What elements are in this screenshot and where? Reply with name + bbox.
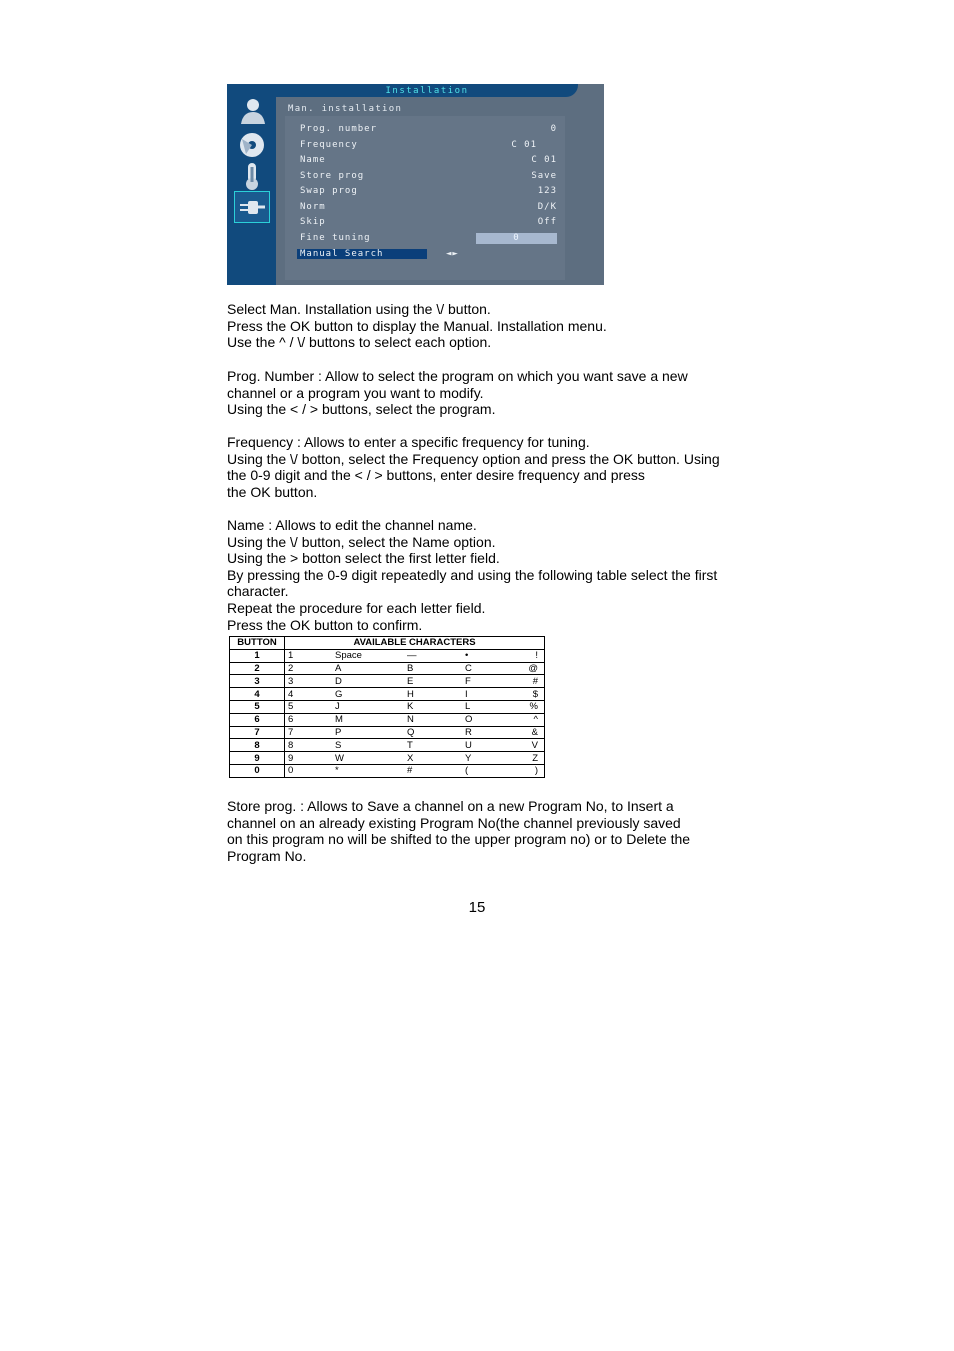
character-value: H [407,688,414,700]
character-value: 2 [288,662,294,674]
characters-cell [285,726,545,739]
thermometer-icon [235,161,269,191]
fine-tuning-bar: 0 [476,233,557,244]
table-row [230,688,545,701]
character-value: G [335,688,343,700]
character-value: 5 [288,701,294,713]
character-table [229,636,545,778]
characters-cell [285,713,545,726]
page-number: 15 [468,899,486,916]
osd-row-swap-prog: Swap prog 123 [300,186,557,196]
character-value: M [335,714,343,726]
intro-paragraph: Select Man. Installation using the \/ button. Press the OK button to display the Manual. Installation menu. Use the ^ / \/ buttons to select each option. [227,301,607,351]
button-cell: 7 [230,726,285,739]
character-value: O [465,714,473,726]
button-cell: 5 [230,700,285,713]
character-value: V [531,739,538,751]
button-cell: 8 [230,739,285,752]
character-value: I [465,688,468,700]
character-value: A [335,662,342,674]
table-row [230,713,545,726]
characters-cell [285,764,545,777]
table-row [230,675,545,688]
character-value: Space [335,650,362,662]
table-row [230,764,545,777]
button-cell: 2 [230,662,285,675]
character-value: * [335,765,339,777]
table-row [230,752,545,765]
characters-cell [285,700,545,713]
prog-number-paragraph: Prog. Number : Allow to select the program on which you want save a new channel or a program you want to modify. Using the < / > buttons, select the program. [227,368,688,418]
character-value: X [407,752,414,764]
character-value: 6 [288,714,294,726]
characters-column-header: AVAILABLE CHARACTERS [285,637,545,650]
character-value: 8 [288,739,294,751]
character-value: U [465,739,472,751]
character-value: 7 [288,726,294,738]
name-paragraph: Name : Allows to edit the channel name. Using the \/ button, select the Name option. Using the > botton select the first letter field. By pressing the 0-9 digit repeatedly and using the following table select the first character. Repeat the procedure for each letter field. Press the OK button to confirm. [227,517,718,633]
character-value: Y [465,752,472,764]
character-value: $ [532,688,538,700]
character-value: @ [528,662,538,674]
characters-cell [285,688,545,701]
installation-plug-icon [235,192,269,222]
osd-subtitle: Man. installation [288,104,403,114]
table-row [230,739,545,752]
character-value: E [407,675,414,687]
character-value: C [465,662,472,674]
character-value: 9 [288,752,294,764]
character-value: # [532,675,538,687]
character-value: • [465,650,469,662]
character-value: 4 [288,688,294,700]
table-row [230,700,545,713]
installation-osd-screenshot [227,84,604,285]
character-value: B [407,662,414,674]
button-cell: 1 [230,649,285,662]
character-value: & [531,726,538,738]
osd-row-norm: Norm D/K [300,202,557,212]
character-value: Q [407,726,415,738]
osd-row-skip: Skip Off [300,217,557,227]
disc-icon [235,130,269,160]
character-value: R [465,726,472,738]
character-value: P [335,726,342,738]
character-value: K [407,701,414,713]
characters-cell [285,739,545,752]
osd-row-name: Name C 01 [300,155,557,165]
character-value: ! [535,650,538,662]
frequency-paragraph: Frequency : Allows to enter a specific frequency for tuning. Using the \/ botton, select the Frequency option and press the OK button. Using the 0-9 digit and the < / > buttons, enter desire frequency and press the OK button. [227,434,720,500]
button-cell: 6 [230,713,285,726]
user-icon [235,96,269,126]
button-column-header: BUTTON [230,637,285,650]
button-cell: 9 [230,752,285,765]
osd-row-prog-number: Prog. number 0 [300,124,557,134]
characters-cell [285,752,545,765]
osd-row-store-prog: Store prog Save [300,171,557,181]
character-value: — [407,650,417,662]
character-value: ( [465,765,469,777]
character-value: 0 [288,765,294,777]
osd-row-manual-search: Manual Search ◄► [300,249,557,261]
character-value: ^ [533,714,538,726]
button-cell: 0 [230,764,285,777]
characters-cell [285,675,545,688]
characters-cell [285,662,545,675]
button-cell: 3 [230,675,285,688]
character-value: D [335,675,342,687]
osd-title: Installation [385,86,469,96]
left-right-arrows-icon: ◄► [446,249,459,259]
character-value: % [529,701,538,713]
character-value: S [335,739,342,751]
character-value: T [407,739,413,751]
table-header-row [230,637,545,650]
store-prog-paragraph: Store prog. : Allows to Save a channel on a new Program No, to Insert a channel on an already existing Program No(the channel previously saved on this program no will be shifted to the upper program no) or to Delete the Program No. [227,798,691,864]
character-value: 3 [288,675,294,687]
osd-row-frequency: Frequency C 01 [300,140,537,150]
characters-cell [285,649,545,662]
character-value: F [465,675,471,687]
button-cell: 4 [230,688,285,701]
character-value: ) [534,765,538,777]
table-row [230,726,545,739]
character-value: W [335,752,344,764]
character-value: N [407,714,414,726]
character-value: # [407,765,413,777]
osd-row-fine-tuning: Fine tuning 0 [300,233,557,245]
character-value: L [465,701,471,713]
table-row [230,649,545,662]
character-value: 1 [288,650,294,662]
table-row [230,662,545,675]
character-value: Z [532,752,538,764]
character-value: J [335,701,340,713]
